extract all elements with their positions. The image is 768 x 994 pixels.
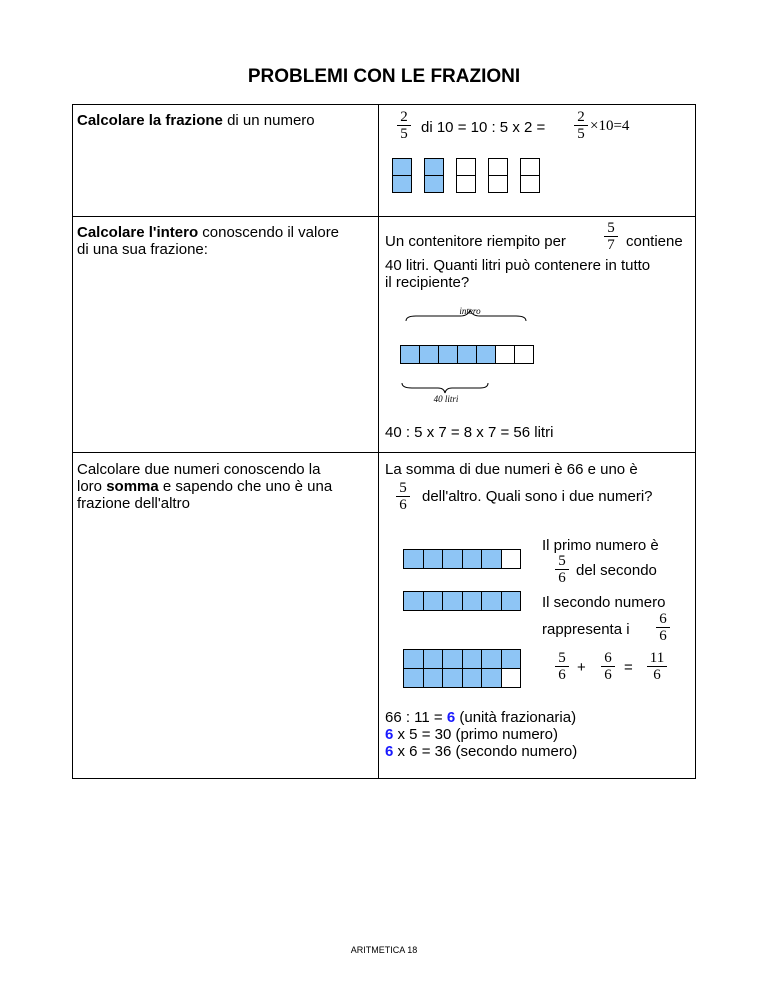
secondo-box-4 — [462, 591, 483, 611]
fraction-bar-top-4 — [488, 158, 508, 176]
fraction-bar-bottom-1 — [392, 175, 412, 193]
intero-box-2 — [420, 346, 439, 364]
primo-box-4 — [462, 549, 483, 569]
row2-boxes — [401, 346, 534, 364]
fraction-bar-top-1 — [392, 158, 412, 176]
litri-label: 40 litri — [433, 394, 459, 404]
somma-top-box-4 — [462, 649, 483, 669]
fraction-bar-bottom-3 — [456, 175, 476, 193]
fraction-bar-bottom-5 — [520, 175, 540, 193]
row2-text-line1b: contiene — [626, 233, 683, 250]
somma-top-box-6 — [501, 649, 522, 669]
table-row-divider-2 — [72, 452, 696, 453]
fraction-bar-top-5 — [520, 158, 540, 176]
primo-box-1 — [403, 549, 424, 569]
litri-brace — [402, 383, 488, 393]
row2-description-line2: di una sua frazione: — [77, 241, 208, 258]
page-footer: ARITMETICA 18 — [350, 945, 418, 955]
intero-label: intero — [459, 306, 481, 316]
row3-description-line2: loro somma e sapendo che uno è una — [77, 478, 333, 495]
row2-text-line1a: Un contenitore riempito per — [385, 233, 566, 250]
row2-fraction: 5 7 — [604, 221, 618, 252]
intero-box-3 — [439, 346, 458, 364]
row3-description-line3: frazione dell'altro — [77, 495, 190, 512]
plus-sign: + — [577, 659, 586, 676]
row2-text-line3: il recipiente? — [385, 274, 470, 291]
somma-bottom-box-4 — [462, 668, 483, 688]
somma-bottom-box-1 — [403, 668, 424, 688]
secondo-fraction: 6 6 — [656, 612, 670, 643]
somma-top-box-5 — [481, 649, 502, 669]
row3-description-line1: Calcolare due numeri conoscendo la — [77, 461, 321, 478]
row1-description: Calcolare la frazione di un numero — [77, 112, 315, 129]
intero-box-5 — [477, 346, 496, 364]
secondo-box-6 — [501, 591, 522, 611]
row1-expression: di 10 = 10 : 5 x 2 = — [421, 119, 546, 136]
secondo-box-5 — [481, 591, 502, 611]
table-column-divider — [378, 104, 379, 779]
row3-text-line2: dell'altro. Quali sono i due numeri? — [422, 488, 653, 505]
primo-box-3 — [442, 549, 463, 569]
fraction-bar-top-3 — [456, 158, 476, 176]
sum-fraction-3: 11 6 — [647, 651, 667, 682]
secondo-box-2 — [423, 591, 444, 611]
row2-result: 40 : 5 x 7 = 8 x 7 = 56 litri — [385, 424, 554, 441]
intero-box-7 — [515, 346, 534, 364]
row3-text-line1: La somma di due numeri è 66 e uno è — [385, 461, 638, 478]
secondo-text-a: Il secondo numero — [542, 594, 666, 611]
somma-top-box-3 — [442, 649, 463, 669]
sum-fraction-1: 5 6 — [555, 651, 569, 682]
solution-line3: 6 x 6 = 36 (secondo numero) — [385, 743, 578, 760]
primo-box-2 — [423, 549, 444, 569]
primo-fraction: 5 6 — [555, 554, 569, 585]
fraction-bar-bottom-2 — [424, 175, 444, 193]
page-title: PROBLEMI CON LE FRAZIONI — [247, 66, 521, 87]
somma-bottom-box-6 — [501, 668, 522, 688]
intero-box-1 — [401, 346, 420, 364]
row1-formula-result: ×10=4 — [590, 118, 630, 134]
sum-fraction-2: 6 6 — [601, 651, 615, 682]
secondo-box-1 — [403, 591, 424, 611]
primo-text-b: del secondo — [576, 562, 657, 579]
primo-box-6 — [501, 549, 522, 569]
row3-fraction: 5 6 — [396, 481, 410, 512]
row2-text-line2: 40 litri. Quanti litri può contenere in tutto — [385, 257, 651, 274]
fraction-bar-top-2 — [424, 158, 444, 176]
row1-fraction-1: 2 5 — [397, 110, 411, 141]
somma-top-box-1 — [403, 649, 424, 669]
equals-sign: = — [624, 659, 633, 676]
solution-line1: 66 : 11 = 6 (unità frazionaria) — [385, 709, 577, 726]
primo-box-5 — [481, 549, 502, 569]
intero-box-4 — [458, 346, 477, 364]
somma-top-box-2 — [423, 649, 444, 669]
primo-text-a: Il primo numero è — [542, 537, 659, 554]
table-row-divider-1 — [72, 216, 696, 217]
row2-description-line1: Calcolare l'intero conoscendo il valore — [77, 224, 340, 241]
secondo-box-3 — [442, 591, 463, 611]
row1-fraction-2: 2 5 — [574, 110, 588, 141]
somma-bottom-box-2 — [423, 668, 444, 688]
secondo-text-b: rappresenta i — [542, 621, 630, 638]
solution-line2: 6 x 5 = 30 (primo numero) — [385, 726, 558, 743]
somma-bottom-box-3 — [442, 668, 463, 688]
intero-box-6 — [496, 346, 515, 364]
somma-bottom-box-5 — [481, 668, 502, 688]
row2-diagram — [400, 304, 540, 414]
fraction-bar-bottom-4 — [488, 175, 508, 193]
